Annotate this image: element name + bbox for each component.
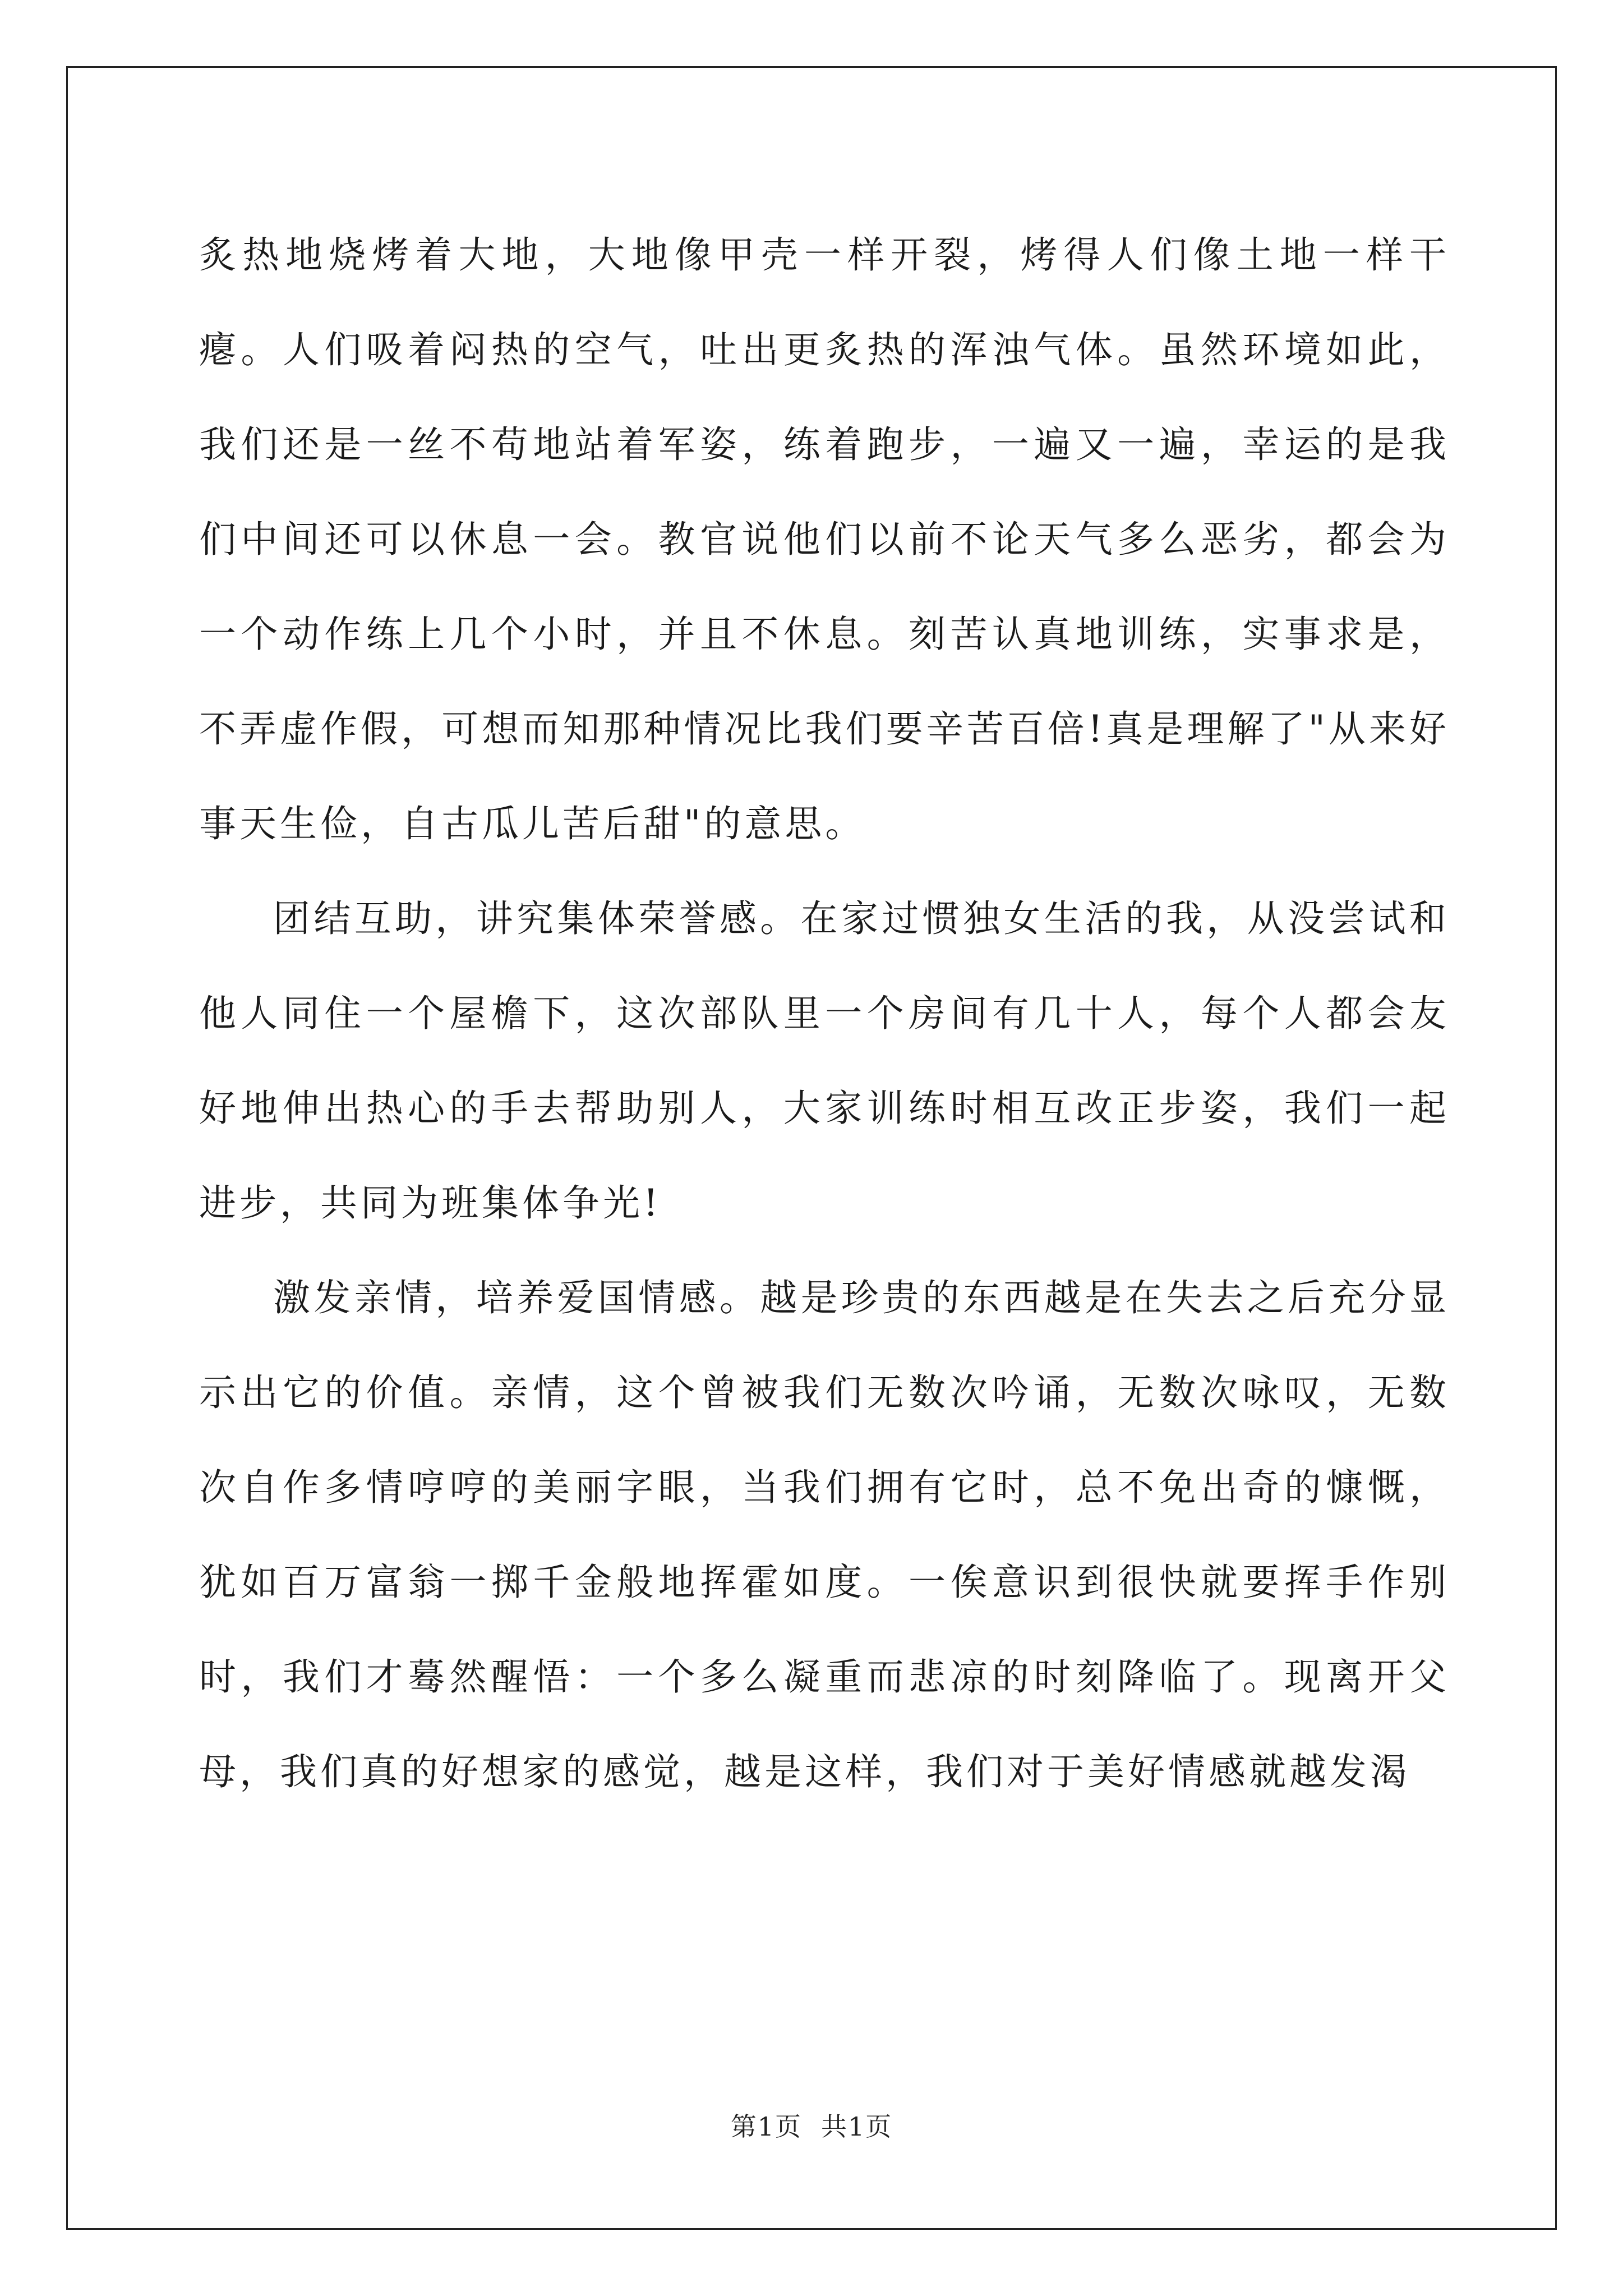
paragraph-3: 激发亲情，培养爱国情感。越是珍贵的东西越是在失去之后充分显示出它的价值。亲情，这个曾被我们无数次吟诵，无数次咏叹，无数次自作多情哼哼的美丽字眼，当我们拥有它时，总不免出奇的慷慨，犹如百万富翁一掷千金般地挥霍如度。一俟意识到很快就要挥手作别时，我们才蓦然醒悟：一个多么凝重而悲凉的时刻降临了。现离开父母，我们真的好想家的感觉，越是这样，我们对于美好情感就越发渴 (199, 1276, 1450, 1793)
page-total: 共1页 (821, 2111, 893, 2142)
document-body (199, 208, 1450, 1819)
page-number: 第1页 (730, 2111, 802, 2142)
paragraph-1: 炙热地烧烤着大地，大地像甲壳一样开裂，烤得人们像土地一样干瘪。人们吸着闷热的空气，吐出更炙热的浑浊气体。虽然环境如此，我们还是一丝不苟地站着军姿，练着跑步，一遍又一遍，幸运的是我们中间还可以休息一会。教官说他们以前不论天气多么恶劣，都会为一个动作练上几个小时，并且不休息。刻苦认真地训练，实事求是，不弄虚作假，可想而知那种情况比我们要辛苦百倍!真是理解了"从来好事天生俭，自古瓜儿苦后甜"的意思。 (199, 233, 1450, 845)
paragraph-2: 团结互助，讲究集体荣誉感。在家过惯独女生活的我，从没尝试和他人同住一个屋檐下，这次部队里一个房间有几十人，每个人都会友好地伸出热心的手去帮助别人，大家训练时相互改正步姿，我们一起进步，共同为班集体争光! (199, 897, 1450, 1225)
page-footer (0, 2106, 1623, 2143)
